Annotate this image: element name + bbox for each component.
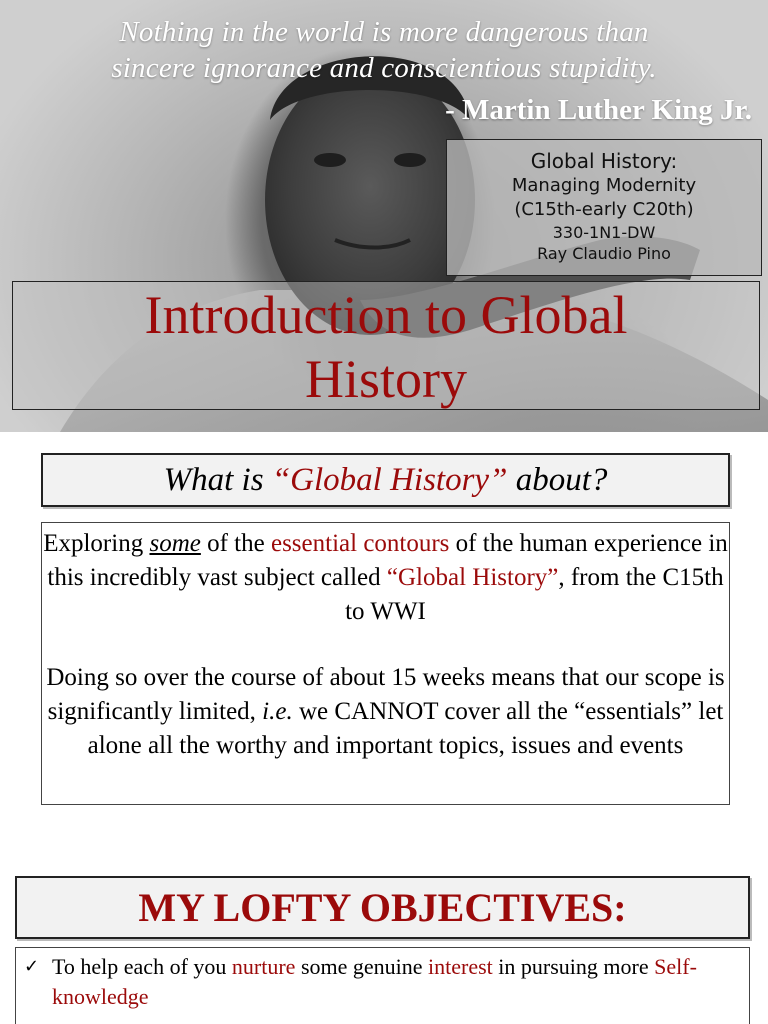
question-pre: What is <box>163 462 272 498</box>
desc-p2-b: we CANNOT cover all the “essentials” let alone all the worthy and important topics, issues and events <box>87 698 724 759</box>
obj1-self-knowledge: Self-knowledge <box>52 954 697 1009</box>
obj1-interest: interest <box>428 954 493 979</box>
quote-author: - Martin Luther King Jr. <box>445 94 752 126</box>
hero-photo-banner <box>0 0 768 432</box>
desc-p1-c: of the human experience in this incredibly vast subject called <box>47 530 728 591</box>
obj1-nurture: nurture <box>231 954 296 979</box>
checkmark-icon: ✓ <box>24 956 40 977</box>
desc-p1-a: Exploring <box>43 530 150 557</box>
quote-line-1: Nothing in the world is more dangerous than <box>119 16 649 48</box>
course-code: 330-1N1-DW <box>552 223 656 242</box>
page-title-box <box>12 281 760 410</box>
desc-p1-d: , from the C15th to WWI <box>345 564 724 625</box>
desc-p1-b: of the <box>200 530 271 557</box>
quote-text <box>0 14 768 86</box>
desc-p2-a: Doing so over the course of about 15 weeks means that our scope is significantly limited, <box>46 664 725 725</box>
obj1-b: some genuine <box>295 954 429 979</box>
question-highlight: “Global History” <box>271 462 508 498</box>
description-paragraph-2 <box>42 661 729 763</box>
objectives-list <box>15 947 750 1024</box>
list-item <box>24 952 741 1012</box>
course-subtitle-1: Managing Modernity <box>511 175 697 196</box>
obj1-a: To help each of you <box>52 954 232 979</box>
desc-p2-ie: i.e. <box>262 698 293 725</box>
desc-p1-some: some <box>149 530 201 557</box>
obj1-c: in pursuing more <box>492 954 655 979</box>
question-post: about? <box>507 462 608 498</box>
quote-line-2: sincere ignorance and conscientious stupidity. <box>111 52 657 84</box>
course-instructor: Ray Claudio Pino <box>537 244 671 263</box>
objectives-heading: MY LOFTY OBJECTIVES: <box>15 876 750 939</box>
description-paragraph-1 <box>42 527 729 629</box>
course-subtitle-2: (C15th-early C20th) <box>514 199 694 220</box>
course-info-box <box>446 139 762 276</box>
page-title-line-2: History <box>305 349 467 409</box>
question-heading <box>41 453 730 507</box>
objective-text <box>52 952 741 1012</box>
desc-p1-global-history: “Global History” <box>386 564 559 591</box>
description-box <box>41 522 730 805</box>
course-heading: Global History: <box>530 149 678 173</box>
desc-p1-essential-contours: essential contours <box>270 530 450 557</box>
page-title-line-1: Introduction to Global <box>144 285 628 345</box>
